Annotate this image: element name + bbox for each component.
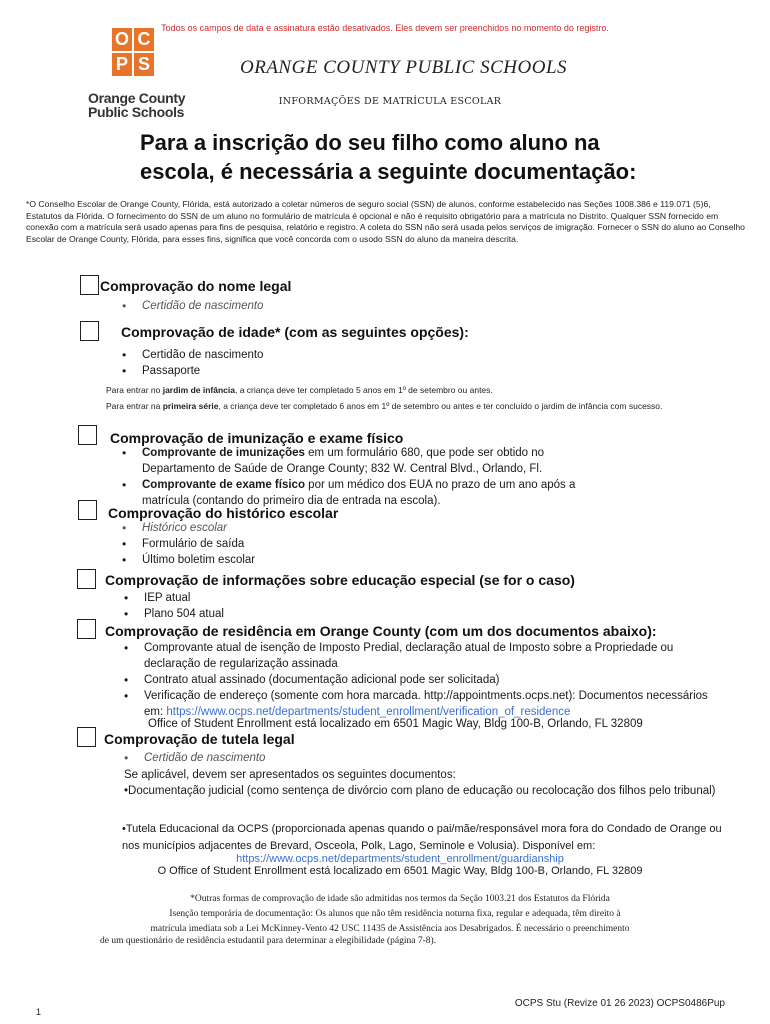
footnote-line: Isenção temporária de documentação: Os alunos que não têm residência noturna fixa, regular e adequada, têm direito à (169, 909, 621, 919)
guardianship-intro: Se aplicável, devem ser apresentados os seguintes documentos: (124, 769, 456, 781)
title-line2: escola, é necessária a seguinte documentação: (140, 159, 637, 184)
list-item: • Certidão de nascimento (124, 750, 265, 766)
page-title (140, 128, 650, 186)
special-ed-list (124, 590, 224, 622)
court-documentation-item: •Documentação judicial (como sentença de divórcio com plano de educação ou recolocação dos filhos pelo tribunal) (124, 785, 716, 797)
age-proof-list (122, 347, 263, 379)
residence-list (124, 640, 724, 720)
logo-letter: S (134, 53, 154, 76)
list-item: • Certidão de nascimento (122, 298, 263, 314)
list-item: • Comprovante atual de isenção de Imposto Predial, declaração atual de Imposto sobre a Propriedade ou declaração de regularização assinada (124, 640, 724, 672)
list-item: • Último boletim escolar (122, 552, 255, 568)
school-history-checkbox[interactable] (78, 500, 97, 520)
residence-heading: Comprovação de residência em Orange County (com um dos documentos abaixo): (105, 623, 657, 639)
footnote-line: matrícula imediata sob a Lei McKinney-Vento 42 USC 11435 de Assistência aos Desabrigados. É necessário o preenchimento (150, 924, 630, 934)
residence-office-address: Office of Student Enrollment está localizado em 6501 Magic Way, Bldg 100-B, Orlando, FL 32809 (148, 718, 643, 730)
logo-letter: P (112, 53, 132, 76)
immunization-checkbox[interactable] (78, 425, 97, 445)
title-line1: Para a inscrição do seu filho como aluno na (140, 130, 600, 155)
list-item: • Plano 504 atual (124, 606, 224, 622)
list-item: • Comprovante de imunizações em um formulário 680, que pode ser obtido no Departamento de Saúde de Orange County; 832 W. Central Blvd., Orlando, Fl. (122, 445, 602, 477)
logo-letter: C (134, 28, 154, 51)
age-proof-checkbox[interactable] (80, 321, 99, 341)
page-number: 1 (36, 1007, 42, 1017)
list-item: • Certidão de nascimento (122, 347, 263, 363)
footnote-line: de um questionário de residência estudantil para determinar a elegibilidade (página 7-8). (100, 936, 437, 946)
immunization-heading: Comprovação de imunização e exame físico (110, 430, 404, 446)
guardianship-office-address: O Office of Student Enrollment está localizado em 6501 Magic Way, Bldg 100-B, Orlando, FL 32809 (157, 865, 643, 877)
list-item: • IEP atual (124, 590, 224, 606)
school-name: ORANGE COUNTY PUBLIC SCHOOLS (240, 57, 568, 78)
legal-name-list (122, 298, 263, 314)
kindergarten-note: Para entrar no jardim de infância, a criança deve ter completado 5 anos em 1º de setembro ou antes. (106, 385, 493, 395)
form-subtitle: INFORMAÇÕES DE MATRÍCULA ESCOLAR (278, 96, 502, 107)
guardianship-heading: Comprovação de tutela legal (104, 731, 295, 747)
logo-name-line2: Public Schools (88, 104, 185, 120)
list-item: • Formulário de saída (122, 536, 255, 552)
list-item: • Contrato atual assinado (documentação adicional pode ser solicitada) (124, 672, 724, 688)
ssn-legal-notice: *O Conselho Escolar de Orange County, Flórida, está autorizado a coletar números de seguro social (SSN) de alunos, conforme estabelecido nas Seções 1008.386 e 119.071 (5)6, Estatutos da Flórida. O fornecimento do SSN de um aluno no formulário de matrícula é opcional e não é requisito obrigatório para a matrícula no Distrito. Qualquer SSN fornecido em conexão com a matrícula será usado apenas para fins de pesquisa, relatório e registro. A coleta do SSN não será usada pelos serviços de imigração. Fornecer o SSN do aluno ao Conselho Escolar de Orange County, Flórida, para esses fins, significa que você concorda com o usodo SSN do aluno da maneira descrita. (26, 199, 745, 244)
logo-letter-grid (112, 28, 154, 76)
list-item: • Passaporte (122, 363, 263, 379)
legal-name-checkbox[interactable] (80, 275, 99, 295)
educational-guardianship-item: •Tutela Educacional da OCPS (proporcionada apenas quando o pai/mãe/responsável mora fora do Condado de Orange ou nos municípios adjacentes de Brevard, Osceola, Polk, Lago, Seminole e Volusia). Disponível em: (122, 823, 722, 852)
form-code: OCPS Stu (Revize 01 26 2023) OCPS0486Pup (514, 998, 725, 1009)
first-grade-note: Para entrar na primeira série, a criança deve ter completado 6 anos em 1º de setembro ou antes e ter concluído o jardim de infância com sucesso. (106, 401, 663, 411)
special-ed-heading: Comprovação de informações sobre educação especial (se for o caso) (105, 572, 575, 588)
list-item: • Comprovante de exame físico por um médico dos EUA no prazo de um ano após a matrícula (contando do primeiro dia de entrada na escola). (122, 477, 602, 509)
logo-letter: O (112, 28, 132, 51)
list-item: • Histórico escolar (122, 520, 255, 536)
school-history-list (122, 520, 255, 568)
guardianship-link[interactable]: https://www.ocps.net/departments/student_enrollment/guardianship (236, 853, 564, 865)
guardianship-list (124, 750, 265, 766)
disabled-fields-notice: Todos os campos de data e assinatura estão desativados. Eles devem ser preenchidos no momento do registro. (161, 23, 609, 33)
guardianship-checkbox[interactable] (77, 727, 96, 747)
footnote-line: *Outras formas de comprovação de idade são admitidas nos termos da Seção 1003.21 dos Estatutos da Flórida (190, 894, 610, 904)
residence-checkbox[interactable] (77, 619, 96, 639)
residence-verification-link[interactable]: https://www.ocps.net/departments/student_enrollment/verification_of_residence (166, 706, 571, 718)
age-proof-heading: Comprovação de idade* (com as seguintes opções): (121, 324, 469, 340)
immunization-list (122, 445, 602, 509)
list-item: • Verificação de endereço (somente com hora marcada. http://appointments.ocps.net): Documentos necessários em: https://www.ocps.net/departments/student_enrollment/verification_of_residence (124, 688, 724, 720)
logo-name-line1: Orange County (88, 90, 186, 106)
school-history-heading: Comprovação do histórico escolar (108, 505, 339, 521)
legal-name-heading: Comprovação do nome legal (100, 278, 292, 294)
footnote (0, 893, 770, 947)
special-ed-checkbox[interactable] (77, 569, 96, 589)
